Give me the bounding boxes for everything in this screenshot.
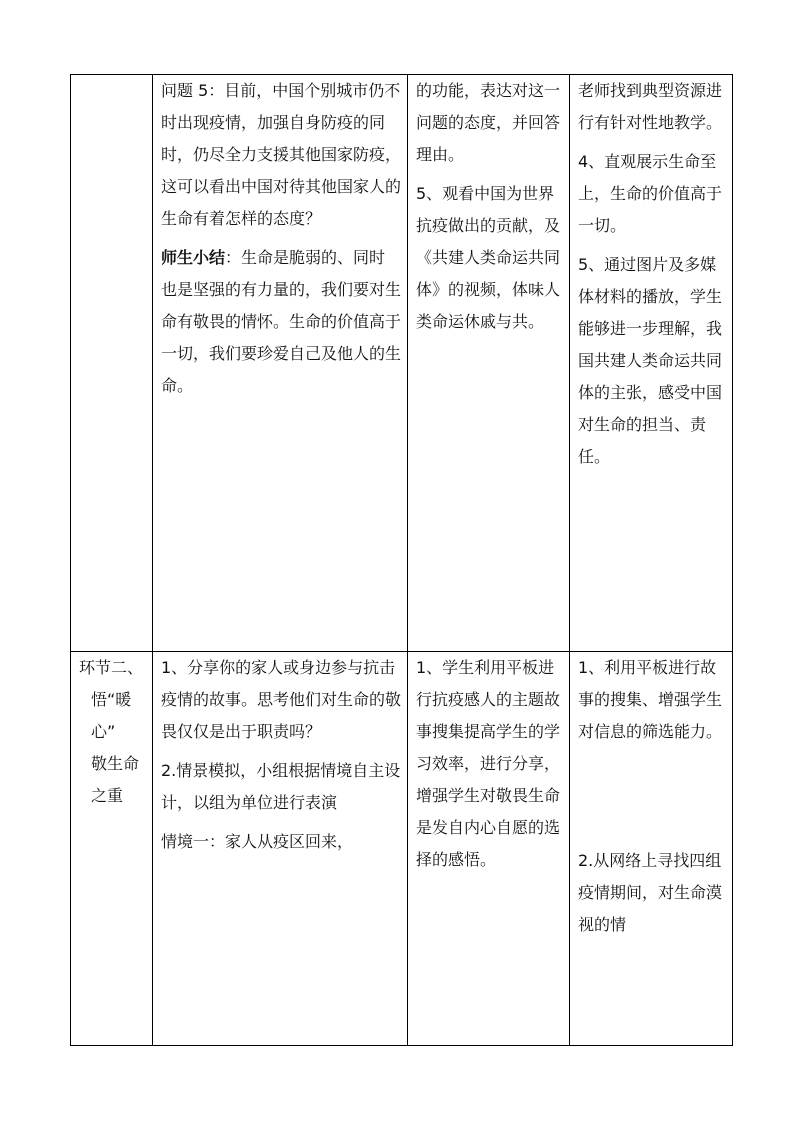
design-intent-text: 老师找到典型资源进行有针对性地教学。: [578, 81, 723, 132]
design-intent-text: 4、直观展示生命至上，生命的价值高于一切。: [578, 152, 723, 235]
stage-cell: [71, 75, 153, 652]
teacher-activity-text: 情境一：家人从疫区回来，: [161, 832, 354, 851]
table-row: [71, 75, 733, 652]
stage-label: 环节二、: [79, 658, 144, 677]
student-activity-cell: [408, 652, 570, 1046]
teacher-activity-cell: [153, 75, 408, 652]
teacher-activity-text: 2.情景模拟，小组根据情境自主设计，以组为单位进行表演: [161, 761, 401, 812]
design-intent-cell: [570, 652, 733, 1046]
table-row: [71, 652, 733, 1046]
teacher-activity-cell: [153, 652, 408, 1046]
stage-subtitle: 悟“暖心”: [91, 690, 132, 741]
design-intent-text: 5、通过图片及多媒体材料的播放，学生能够进一步理解，我国共建人类命运共同体的主张，感受中国对生命的担当、责任。: [578, 255, 723, 466]
student-activity-text: 5、观看中国为世界抗疫做出的贡献，及《共建人类命运共同体》的视频，体味人类命运休戚与共。: [416, 184, 561, 331]
design-intent-text: 2.从网络上寻找四组疫情期间，对生命漠视的情: [578, 851, 723, 934]
design-intent-text: 1、利用平板进行故事的搜集、增强学生对信息的筛选能力。: [578, 658, 723, 741]
lesson-plan-table: [70, 74, 733, 1046]
summary-text: [161, 242, 401, 402]
question-5-text: 问题 5：目前，中国个别城市仍不时出现疫情，加强自身防疫的同时，仍尽全力支援其他国家防疫，这可以看出中国对待其他国家人的生命有着怎样的态度？: [161, 81, 402, 228]
design-intent-cell: [570, 75, 733, 652]
student-activity-text: 1、学生利用平板进行抗疫感人的主题故事搜集提高学生的学习效率，进行分享，增强学生对敬畏生命是发自内心自愿的选择的感悟。: [416, 658, 561, 869]
stage-cell: [71, 652, 153, 1046]
summary-body: ：生命是脆弱的、同时也是坚强的有力量的，我们要对生命有敬畏的情怀。生命的价值高于一切，我们要珍爱自己及他人的生命。: [161, 248, 402, 395]
stage-subtitle-2: 敬生命之重: [91, 754, 140, 805]
student-activity-text: 的功能，表达对这一问题的态度，并回答理由。: [416, 81, 561, 164]
summary-label: 师生小结: [161, 248, 226, 267]
teacher-activity-text: 1、分享你的家人或身边参与抗击疫情的故事。思考他们对生命的敬畏仅仅是出于职责吗？: [161, 658, 402, 741]
student-activity-cell: [408, 75, 570, 652]
